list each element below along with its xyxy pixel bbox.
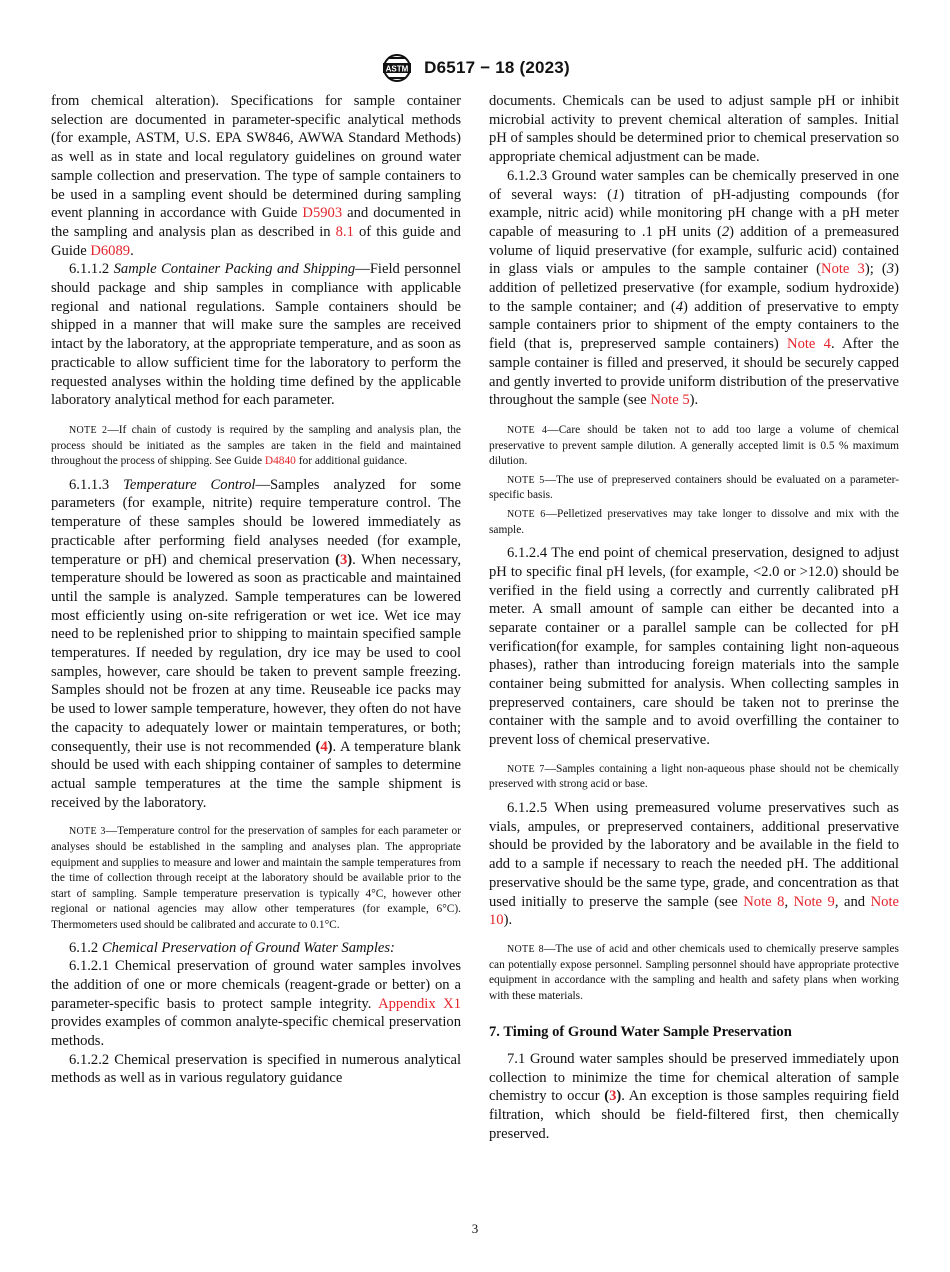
note-4: NOTE 4—Care should be taken not to add too large a volume of chemical preservative to prevent sample dilution. A generally accepted limit is 0.5 % maximum dilution. [489, 423, 899, 468]
reference-3-section-7[interactable]: 3 [609, 1088, 617, 1105]
paragraph-7-1: 7.1 Ground water samples should be preserved immediately upon collection to minimize the time for chemical alteration of sample chemistry to occur (3). An exception is those samples requiring field filtration, which should be field-filtered first, then chemically preserved. [489, 1051, 899, 1142]
paragraph-6-1-2-2-cont: documents. Chemicals can be used to adjust sample pH or inhibit microbial activity to prevent chemical alteration of samples. Initial pH of samples should be determined prior to chemical preservation so appropriate chemical adjustment can be made. [489, 93, 899, 166]
paragraph-6-1-2: 6.1.2 Chemical Preservation of Ground Water Samples: [69, 939, 395, 956]
section-7-heading: 7. Timing of Ground Water Sample Preservation [489, 1024, 792, 1041]
note-2: NOTE 2—If chain of custody is required by the sampling and analysis plan, the process should be initiated as the samples are taken in the field and maintained throughout the process of shipping. See Guide D4840 for additional guidance. [51, 423, 461, 468]
svg-text:ASTM: ASTM [385, 64, 409, 74]
paragraph-6-1-2-4: 6.1.2.4 The end point of chemical preservation, designed to adjust pH to specific final pH levels, (for example, <2.0 or >12.0) should be verified in the field using a correctly and currently calibrated pH meter. A small amount of sample can either be decanted into a separate container or a parallel sample can be collected for pH verification(for example, for samples containing light non-aqueous phases), rather than introducing foreign materials into the sample container being submitted for analysis. When collecting samples in prepreserved containers, care should be taken not to prerinse the container with the sample and to avoid overfilling the container to prevent loss of chemical preservative. [489, 545, 899, 749]
link-note-9[interactable]: Note 9 [793, 893, 835, 910]
link-d5903[interactable]: D5903 [302, 205, 343, 222]
paragraph-6-1-2-3: 6.1.2.3 Ground water samples can be chemically preserved in one of several ways: (1) titration of pH-adjusting compounds (for example, nitric acid) while monitoring pH change with a pH meter capable of measuring to .1 pH units (2) addition of a premeasured volume of liquid preservative (for example, sulfuric acid) contained in glass vials or ampules to the sample container (Note 3); (3) addition of pelletized preservative (for example, sodium hydroxide) to the sample container; and (4) addition of preservative to empty sample containers prior to shipment of the empty containers to the field (that is, prepreserved sample containers) Note 4. After the sample container is filled and preserved, it should be securely capped and gently inverted to provide uniform distribution of the preservative throughout the sample (see Note 5). [489, 167, 900, 409]
link-d6089[interactable]: D6089 [90, 242, 131, 259]
link-note-5[interactable]: Note 5 [650, 392, 690, 409]
link-note-4[interactable]: Note 4 [787, 336, 831, 353]
paragraph-6-1-2-5: 6.1.2.5 When using premeasured volume preservatives such as vials, ampules, or prepreserved containers, additional preservative should be provided by the laboratory and be available in the field to add to a sample if necessary to reach the needed pH. The additional preservative should be the same type, grade, and concentration as that used initially to preserve the sample (see Note 8, Note 9, and Note 10). [489, 800, 900, 929]
note-6: NOTE 6—Pelletized preservatives may take longer to dissolve and mix with the sample. [489, 507, 899, 536]
reference-4[interactable]: 4 [320, 738, 328, 755]
link-note-8[interactable]: Note 8 [743, 893, 785, 910]
page-number: 3 [471, 1221, 479, 1236]
paragraph-6-1-1-2: 6.1.1.2 Sample Container Packing and Shipping—Field personnel should package and ship samples in compliance with applicable regional and national regulations. Sample containers should be shipped in a manner that will make sure the samples are received intact by the laboratory, at the appropriate temperature, and as soon as practicable to allow sufficient time for the laboratory to perform the requested analyses within the holding time defined by the applicable laboratory analytical method for each parameter. [51, 261, 462, 409]
paragraph-6-1-2-1: 6.1.2.1 Chemical preservation of ground water samples involves the addition of one or more chemicals (reagent-grade or better) on a parameter-specific basis to protect sample integrity. Appendix X1 provides examples of common analyte-specific chemical preservation methods. [51, 958, 461, 1050]
page-header [0, 52, 950, 84]
astm-logo-icon [380, 52, 414, 84]
note-3: NOTE 3—Temperature control for the preservation of samples for each parameter or analyses should be established in the sampling and analyses plan. The appropriate equipment and supplies to measure and lower and maintain the sample temperatures from the time of collection through receipt at the laboratory should be available prior to the start of sampling. Sample temperature preservation is typically 4°C, however other regional or national agencies may allow other temperatures (for example, 6°C). Thermometers used should be calibrated and accurate to 0.1°C. [51, 825, 462, 931]
reference-3[interactable]: 3 [339, 551, 348, 568]
paragraph-6-1-1-3: 6.1.1.3 Temperature Control—Samples analyzed for some parameters (for example, nitrite) require temperature control. The temperature of these samples should be lowered immediately as practicable after performing field analyses needed (for example, temperature or pH) and chemical preservation (3). When necessary, temperature should be lowered as soon as practicable and maintained until the sample is analyzed. Sample temperatures can be lowered most efficiently using on-site refrigeration or wet ice. Wet ice may need to be replenished prior to shipping to maintain specified sample temperatures. If needed by regulation, dry ice may be used to cool samples, however, care should be taken to prevent sample freezing. Samples should not be frozen at any time. Reuseable ice packs may be used to lower sample temperature, however, they often do not have the capacity to adequately lower or maintain temperatures, or both; consequently, their use is not recommended (4). A temperature blank should be used with each shipping container of samples to determine actual sample temperatures at the time the sample shipment is received by the laboratory. [51, 476, 462, 811]
link-section-8-1[interactable]: 8.1 [335, 223, 354, 240]
note-8: NOTE 8—The use of acid and other chemicals used to chemically preserve samples can potentially expose personnel. Sampling personnel should have appropriate protective equipment in accordance with the sampling and health and safety plans when working with these materials. [489, 942, 899, 1002]
link-note-3[interactable]: Note 3 [821, 261, 865, 278]
left-column [51, 92, 461, 1088]
paragraph-6-1-1-1-cont: from chemical alteration). Specifications for sample container selection are documented in parameter-specific analytical methods (for example, ASTM, U.S. EPA SW846, AWWA Standard Methods) as well as in state and local regulatory guidelines on ground water sample collection and preservation. The type of sample containers to be used in a sampling event should be determined during sampling event planning in accordance with Guide D5903 and documented in the sampling and analysis plan as described in 8.1 of this guide and Guide D6089. [51, 93, 461, 259]
note-5: NOTE 5—The use of prepreserved containers should be evaluated on a parameter-specific basis. [489, 473, 899, 502]
document-id: D6517 − 18 (2023) [424, 58, 570, 77]
link-appendix-x1[interactable]: Appendix X1 [378, 995, 461, 1012]
link-d4840[interactable]: D4840 [264, 455, 296, 468]
paragraph-6-1-2-2: 6.1.2.2 Chemical preservation is specified in numerous analytical methods as well as in various regulatory guidance [51, 1051, 461, 1087]
right-column [489, 92, 899, 1144]
note-7: NOTE 7—Samples containing a light non-aqueous phase should not be chemically preserved with strong acid or base. [489, 762, 899, 791]
link-note-10[interactable]: Note 10 [489, 893, 900, 929]
